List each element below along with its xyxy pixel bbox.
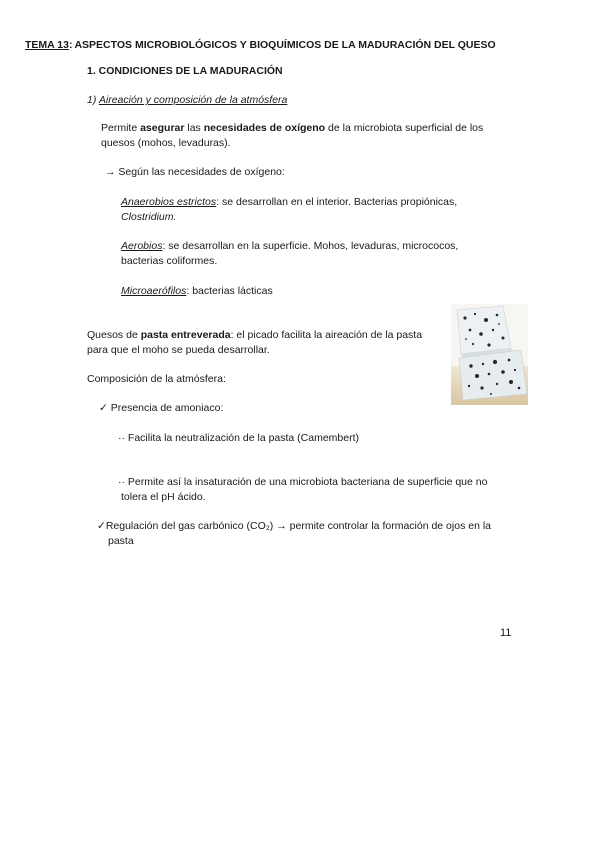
dots-icon: ·· [118, 476, 125, 488]
microaerofilos-term: Microaerófilos [121, 285, 187, 297]
tema-title: ASPECTOS MICROBIOLÓGICOS Y BIOQUÍMICOS DE LA MADURACIÓN DEL QUESO [74, 39, 496, 51]
anaerobios-line2: Clostridium. [121, 211, 177, 223]
bold-span: necesidades de oxígeno [203, 122, 326, 134]
aerobios-term: Aerobios [121, 240, 163, 252]
bullet-neutralizacion [118, 432, 359, 444]
aerobios-line2: bacterias coliformes. [121, 255, 218, 267]
text-span: de la microbiota superficial de los [325, 122, 484, 134]
subsection-number: 1) [87, 94, 99, 106]
section-title: 1. CONDICIONES DE LA MADURACIÓN [87, 65, 283, 77]
anaerobios-line1 [121, 196, 457, 208]
microaerofilos-line [121, 285, 273, 297]
amoniaco-line [99, 402, 223, 414]
text-span: las [184, 122, 204, 134]
aerobios-text: : se desarrollan en la superficie. Mohos, levaduras, micrococos, [162, 240, 459, 252]
co2-line2: pasta [108, 535, 134, 547]
anaerobios-term: Anaerobios estrictos [121, 196, 217, 208]
bullet-text: Permite así la insaturación de una microbiota bacteriana de superficie que no [125, 476, 488, 488]
arrow-icon: → [105, 166, 116, 178]
co2-text: Regulación del gas carbónico (CO₂) [105, 520, 277, 532]
text-span: : el picado facilita la aireación de la pasta [230, 329, 423, 341]
composicion-title: Composición de la atmósfera: [87, 373, 226, 385]
dots-icon: ·· [118, 432, 125, 444]
check-icon: ✓ [97, 520, 106, 532]
text-span: Permite [101, 122, 141, 134]
check-icon: ✓ [99, 402, 108, 414]
oxygen-paragraph-line1 [101, 122, 483, 134]
amoniaco-text: Presencia de amoniaco: [107, 402, 224, 414]
bullet-insaturacion-line2: tolera el pH ácido. [121, 491, 206, 503]
pasta-line2: para que el moho se pueda desarrollar. [87, 344, 270, 356]
document-title [25, 39, 496, 51]
segun-line [105, 166, 285, 178]
bullet-insaturacion-line1 [118, 476, 487, 488]
text-span: Quesos de [87, 329, 141, 341]
tema-label: TEMA 13 [25, 39, 69, 51]
co2-text2: permite controlar la formación de ojos en la [286, 520, 492, 532]
bullet-text: Facilita la neutralización de la pasta (Camembert) [125, 432, 360, 444]
bold-span: pasta entreverada [140, 329, 231, 341]
subsection-label: Aireación y composición de la atmósfera [98, 94, 288, 106]
segun-text: Según las necesidades de oxígeno: [115, 166, 285, 178]
pasta-line1 [87, 329, 422, 341]
page-number: 11 [500, 627, 512, 639]
bold-span: asegurar [140, 122, 185, 134]
subsection-title [87, 94, 287, 106]
oxygen-paragraph-line2: quesos (mohos, levaduras). [101, 137, 231, 149]
arrow-icon: → [276, 520, 287, 532]
co2-line1 [97, 520, 491, 532]
anaerobios-text: : se desarrollan en el interior. Bacterias propiónicas, [216, 196, 458, 208]
title-separator: : [68, 39, 73, 51]
blue-cheese-image [451, 304, 528, 405]
microaerofilos-text: : bacterias lácticas [186, 285, 273, 297]
aerobios-line1 [121, 240, 458, 252]
